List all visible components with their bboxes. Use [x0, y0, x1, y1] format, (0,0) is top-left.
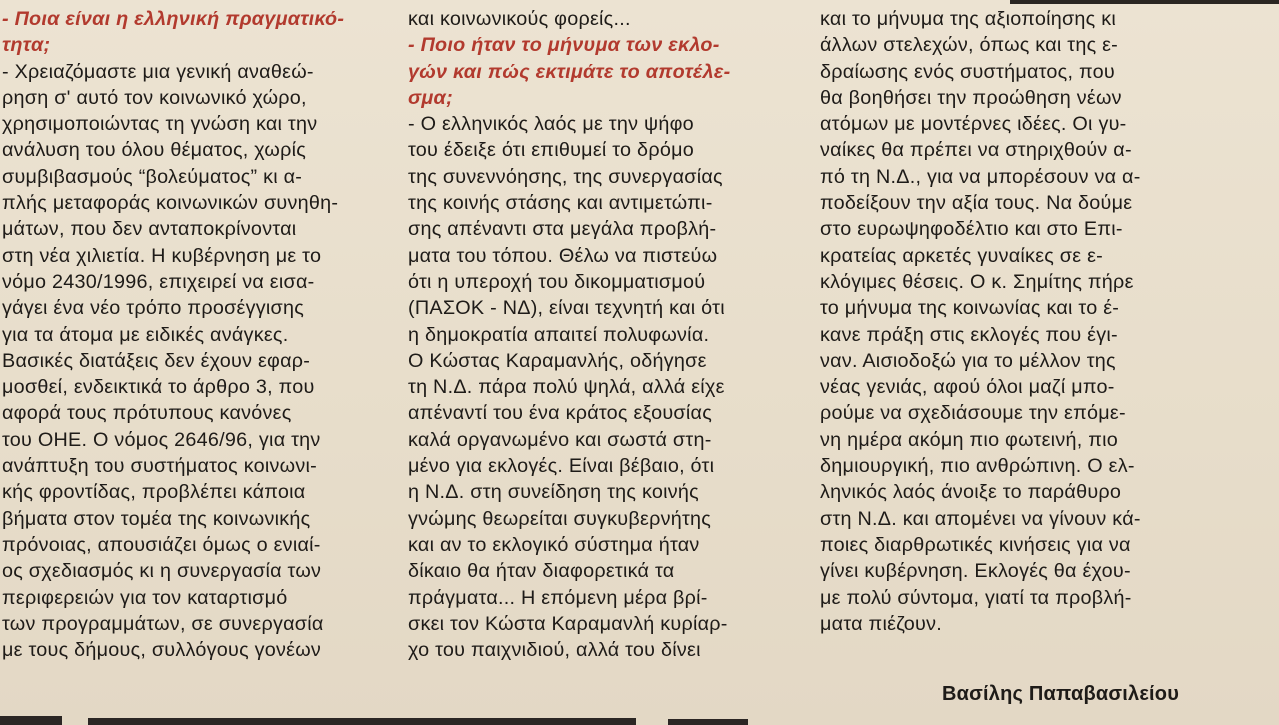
article-text-line: στη νέα χιλιετία. Η κυβέρνηση με το: [2, 244, 322, 267]
article-text-line: άλλων στελεχών, όπως και της ε-: [820, 34, 1119, 57]
article-text-line: ναίκες θα πρέπει να στηριχθούν α-: [820, 139, 1132, 162]
article-text-line: ποδείξουν την αξία τους. Να δούμε: [820, 192, 1133, 215]
article-text-line: κρατείας αρκετές γυναίκες σε ε-: [820, 244, 1103, 267]
article-text-line: αφορά τους πρότυπους κανόνες: [2, 402, 292, 425]
article-text-line: και το μήνυμα της αξιοποίησης κι: [820, 8, 1116, 30]
article-text-line: κής φροντίδας, προβλέπει κάποια: [2, 481, 306, 504]
article-text-line: κανε πράξη στις εκλογές που έγι-: [820, 323, 1118, 346]
article-text-line: περιφερειών για τον καταρτισμό: [2, 586, 288, 609]
article-text-line: για τα άτομα με ειδικές ανάγκες.: [2, 323, 289, 346]
article-text-line: απέναντί του ένα κράτος εξουσίας: [408, 402, 712, 425]
article-text-line: η δημοκρατία απαιτεί πολυφωνία.: [408, 323, 710, 346]
article-text-line: νη ημέρα ακόμη πιο φωτεινή, πιο: [820, 428, 1119, 451]
article-text-line: μοσθεί, ενδεικτικά το άρθρο 3, που: [2, 376, 315, 399]
article-text-line: ποιες διαρθρωτικές κινήσεις για να: [820, 533, 1131, 556]
article-text-line: (ΠΑΣΟΚ - ΝΔ), είναι τεχνητή και ότι: [408, 297, 725, 320]
article-text-line: δραίωσης ενός συστήματος, που: [820, 60, 1115, 83]
article-text-line: της συνεννόησης, της συνεργασίας: [408, 165, 723, 188]
article-text-line: δίκαιο θα ήταν διαφορετικά τα: [408, 560, 675, 583]
article-text-line: Ο Κώστας Καραμανλής, οδήγησε: [408, 349, 707, 372]
article-text-line: ρηση σ' αυτό τον κοινωνικό χώρο,: [2, 86, 307, 109]
article-text-line: ανάπτυξη του συστήματος κοινωνι-: [2, 455, 317, 478]
article-text-line: πράγματα... Η επόμενη μέρα βρί-: [408, 586, 708, 609]
article-text-line: με πολύ σύντομα, γιατί τα προβλή-: [820, 586, 1132, 609]
article-text-line: νέας γενιάς, αφού όλοι μαζί μπο-: [820, 376, 1115, 399]
interview-question-line: γών και πώς εκτιμάτε το αποτέλε-: [408, 60, 731, 83]
interview-question-line: σμα;: [408, 86, 453, 109]
article-text-line: με τους δήμους, συλλόγους γονέων: [2, 639, 322, 662]
article-text-line: ρούμε να σχεδιάσουμε την επόμε-: [820, 402, 1126, 425]
bottom-rule: [88, 718, 636, 725]
article-text-line: γνώμης θεωρείται συγκυβερνήτης: [408, 507, 712, 530]
article-text-line: πλής μεταφοράς κοινωνικών συνηθη-: [2, 192, 339, 215]
article-text-line: γάγει ένα νέο τρόπο προσέγγισης: [2, 297, 305, 320]
article-text-line: ανάλυση του όλου θέματος, χωρίς: [2, 139, 307, 162]
author-signature: Βασίλης Παπαβασιλείου: [942, 683, 1180, 705]
article-text-line: σης απέναντι στα μεγάλα προβλή-: [408, 218, 717, 241]
article-text-line: πό τη Ν.Δ., για να μπορέσουν να α-: [820, 165, 1141, 188]
article-text-line: χο του παιχνιδιού, αλλά του δίνει: [408, 639, 701, 662]
article-text-line: βήματα στον τομέα της κοινωνικής: [2, 507, 311, 530]
article-text-line: των προγραμμάτων, σε συνεργασία: [2, 612, 324, 635]
article-text-line: πρόνοιας, απουσιάζει όμως ο ενιαί-: [2, 533, 321, 556]
article-text-line: η Ν.Δ. στη συνείδηση της κοινής: [408, 481, 699, 504]
article-text-line: συμβιβασμούς “βολεύματος” κι α-: [2, 165, 303, 188]
article-text-line: ληνικός λαός άνοιξε το παράθυρο: [820, 481, 1122, 504]
article-text-line: μένο για εκλογές. Είναι βέβαιο, ότι: [408, 455, 715, 478]
article-text-line: του έδειξε ότι επιθυμεί το δρόμο: [408, 139, 694, 162]
interview-question-line: τητα;: [2, 34, 51, 57]
article-text-line: θα βοηθήσει την προώθηση νέων: [820, 86, 1122, 109]
article-text-line: της κοινής στάσης και αντιμετώπι-: [408, 192, 713, 215]
bottom-rule-left: [0, 716, 62, 725]
article-text-line: σκει τον Κώστα Καραμανλή κυρίαρ-: [408, 612, 728, 635]
article-text-line: - Ο ελληνικός λαός με την ψήφο: [408, 113, 694, 136]
article-text-line: κλόγιμες θέσεις. Ο κ. Σημίτης πήρε: [820, 270, 1134, 293]
article-text-line: Βασικές διατάξεις δεν έχουν εφαρ-: [2, 349, 311, 372]
article-text-line: του ΟΗΕ. Ο νόμος 2646/96, για την: [2, 428, 321, 451]
article-text-line: ατόμων με μοντέρνες ιδέες. Οι γυ-: [820, 113, 1127, 136]
article-text-line: και αν το εκλογικό σύστημα ήταν: [408, 533, 700, 556]
article-column-3: [820, 6, 1214, 637]
article-text-line: ματα του τόπου. Θέλω να πιστεύω: [408, 244, 718, 267]
article-text-line: ναν. Αισιοδοξώ για το μέλλον της: [820, 349, 1116, 372]
article-text-line: καλά οργανωμένο και σωστά στη-: [408, 428, 712, 451]
article-text-line: δημιουργική, πιο ανθρώπινη. Ο ελ-: [820, 455, 1135, 478]
interview-question-line: - Ποιο ήταν το μήνυμα των εκλο-: [408, 34, 720, 57]
article-text-line: νόμο 2430/1996, επιχειρεί να εισα-: [2, 270, 315, 293]
article-text-line: μάτων, που δεν ανταποκρίνονται: [2, 218, 297, 241]
article-text-line: τη Ν.Δ. πάρα πολύ ψηλά, αλλά είχε: [408, 376, 725, 399]
article-text-line: γίνει κυβέρνηση. Εκλογές θα έχου-: [820, 560, 1131, 583]
article-column-1: [2, 6, 378, 663]
article-text-line: - Χρειαζόμαστε μια γενική αναθεώ-: [2, 60, 314, 83]
article-text-line: το μήνυμα της κοινωνίας και το έ-: [820, 297, 1120, 320]
article-text-line: και κοινωνικούς φορείς...: [408, 8, 631, 30]
article-text-line: ότι η υπεροχή του δικομματισμού: [408, 270, 706, 293]
article-text-line: ματα πιέζουν.: [820, 612, 943, 635]
top-rule: [1010, 0, 1279, 4]
interview-question-line: - Ποια είναι η ελληνική πραγματικό-: [2, 8, 345, 30]
article-column-2: [408, 6, 800, 663]
article-text-line: ος σχεδιασμός κι η συνεργασία των: [2, 560, 322, 583]
article-text-line: στο ευρωψηφοδέλτιο και στο Επι-: [820, 218, 1123, 241]
article-text-line: χρησιμοποιώντας τη γνώση και την: [2, 113, 318, 136]
bottom-rule-right: [668, 719, 748, 725]
article-text-line: στη Ν.Δ. και απομένει να γίνουν κά-: [820, 507, 1141, 530]
